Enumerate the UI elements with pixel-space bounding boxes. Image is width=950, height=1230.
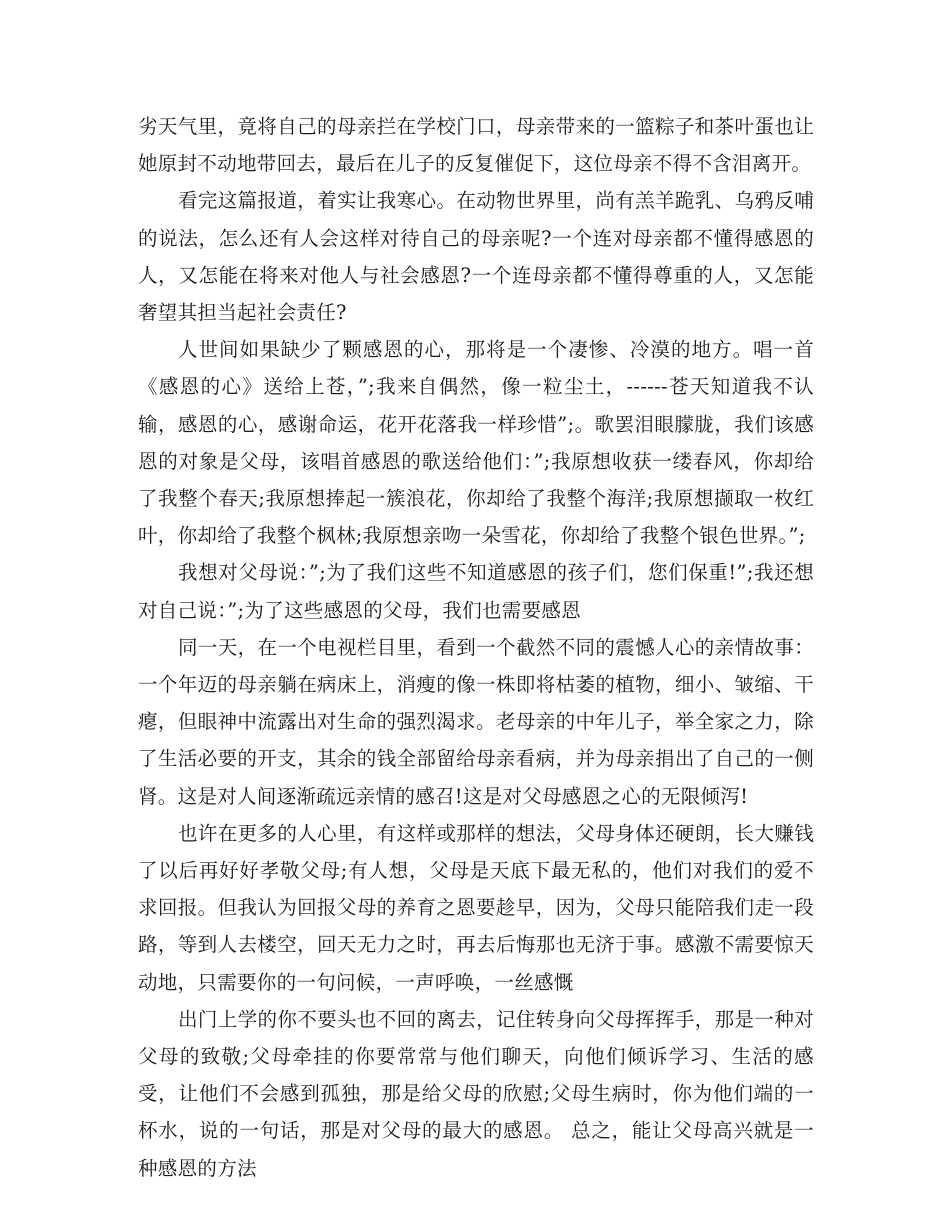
paragraph-message-to-parents: 我想对父母说：”;为了我们这些不知道感恩的孩子们，您们保重!”;我还想对自己说：”;为了这些感恩的父母，我们也需要感恩 [138,561,814,622]
paragraph-reflection: 看完这篇报道，着实让我寒心。在动物世界里，尚有羔羊跪乳、乌鸦反哺的说法，怎么还有人会这样对待自己的母亲呢?一个连对母亲都不懂得感恩的人，又怎能在将来对他人与社会感恩?一个连母亲都不懂得尊重的人，又怎能奢望其担当起社会责任? [138,189,814,325]
paragraph-tv-story: 同一天，在一个电视栏目里，看到一个截然不同的震憾人心的亲情故事：一个年迈的母亲躺在病床上，消瘦的像一株即将枯萎的植物，细小、皱缩、干瘪，但眼神中流露出对生命的强烈渴求。老母亲的中年儿子，举全家之力，除了生活必要的开支，其余的钱全部留给母亲看病，并为母亲捐出了自己的一侧肾。这是对人间逐渐疏远亲情的感召!这是对父母感恩之心的无限倾泻! [138,635,814,808]
paragraph-conclusion: 出门上学的你不要头也不回的离去，记住转身向父母挥挥手，那是一种对父母的致敬;父母牵挂的你要常常与他们聊天，向他们倾诉学习、生活的感受，让他们不会感到孤独，那是给父母的欣慰;父母生病时，你为他们端的一杯水，说的一句话，那是对父母的最大的感恩。 总之，能让父母高兴就是一种感恩的方法 [138,1007,814,1180]
paragraph-continuation: 劣天气里，竟将自己的母亲拦在学校门口，母亲带来的一篮粽子和茶叶蛋也让她原封不动地带回去，最后在儿子的反复催促下，这位母亲不得不含泪离开。 [138,115,814,176]
document-body [138,108,814,1187]
paragraph-repay-early: 也许在更多的人心里，有这样或那样的想法，父母身体还硬朗，长大赚钱了以后再好好孝敬父母;有人想，父母是天底下最无私的，他们对我们的爱不求回报。但我认为回报父母的养育之恩要趁早，因为，父母只能陪我们走一段路，等到人去楼空，回天无力之时，再去后悔那也无济于事。感激不需要惊天动地，只需要你的一句问候，一声呼唤，一丝感慨 [138,821,814,994]
paragraph-grateful-heart-song: 人世间如果缺少了颗感恩的心，那将是一个凄惨、冷漠的地方。唱一首《感恩的心》送给上苍，”;我来自偶然，像一粒尘土，------苍天知道我不认输，感恩的心，感谢命运，花开花落我一样珍惜”;。歌罢泪眼朦胧，我们该感恩的对象是父母，该唱首感恩的歌送给他们：”;我原想收获一缕春风，你却给了我整个春天;我原想捧起一簇浪花，你却给了我整个海洋;我原想撷取一枚红叶，你却给了我整个枫林;我原想亲吻一朵雪花，你却给了我整个银色世界。”; [138,338,814,548]
